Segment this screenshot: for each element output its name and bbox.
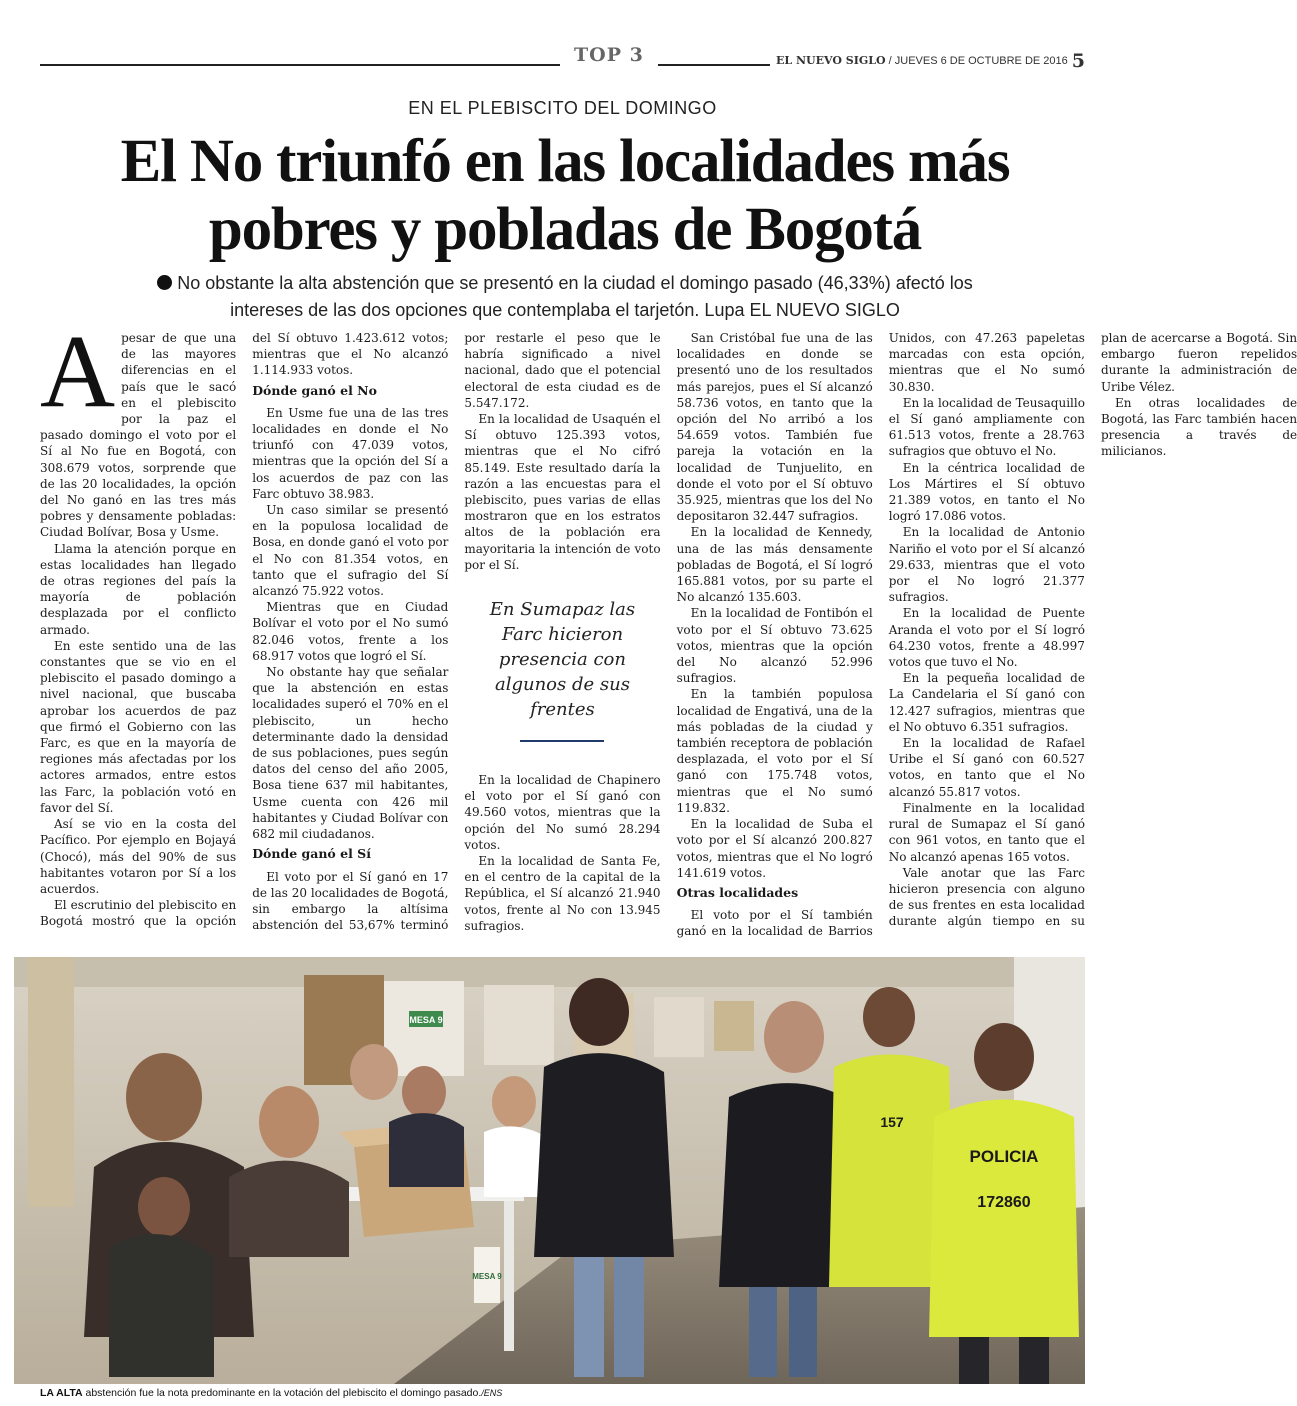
paragraph: El escrutinio del plebiscito en Bogotá mostró que la opción del Sí obtuvo 1.423.612 votos; mientras que el No alcanzó 1.114.933 votos.	[40, 331, 449, 929]
voting-booth	[714, 1001, 754, 1051]
person-head	[138, 1177, 190, 1237]
person-head	[350, 1044, 398, 1100]
paragraph: Llama la atención porque en estas localidades han llegado de otras regiones del país la mayoría de población desplazada por el conflicto armado.	[40, 541, 237, 637]
paragraph: En la localidad de Antonio Nariño el voto por el Sí alcanzó 29.633, mientras que el voto por el No logró 21.377 sufragios.	[888, 525, 1085, 605]
subhead: Dónde ganó el No	[252, 382, 377, 398]
officer-vest	[929, 1100, 1079, 1338]
photo-column	[28, 957, 74, 1207]
person-head	[126, 1053, 202, 1141]
officer-vest-number: 172860	[977, 1194, 1031, 1211]
paragraph: En la localidad de Chapinero el voto por el Sí ganó con 49.560 votos, mientras que la opción del No sumó 28.294 votos.	[464, 773, 661, 852]
caption-text: abstención fue la nota predominante en la votación del plebiscito el domingo pasado.	[85, 1387, 482, 1399]
paragraph: En la también populosa localidad de Engativá, una de la más pobladas de la ciudad y también receptora de población desplazada, el voto por el Sí ganó con 175.748 votos, mientras que el No sumó 119.832.	[676, 687, 873, 815]
person-head	[569, 978, 629, 1046]
paragraph: En la localidad de Teusaquillo el Sí ganó ampliamente con 61.513 votos, frente a 28.763 sufragios que obtuvo el No.	[888, 395, 1085, 459]
deck	[150, 270, 980, 324]
pull-quote	[464, 573, 660, 772]
officer-vest-text: POLICIA	[969, 1147, 1039, 1166]
paragraph: Así se vio en la costa del Pacífico. Por ejemplo en Bojayá (Chocó), más del 90% de sus habitantes votaron por Sí a los acuerdos.	[40, 817, 237, 896]
photo-illustration	[14, 957, 1085, 1384]
paragraph: San Cristóbal fue una de las localidades en donde se presentó uno de los resultados más parejos, pues el Sí alcanzó 58.736 votos, en tanto que la opción del No arribó a los 54.659 votos. También fue pareja la votación en la localidad de Tunjuelito, en donde el voto por el Sí obtuvo 35.925, mientras que los del No depositaron 32.447 sufragios.	[676, 331, 873, 524]
drop-cap: A	[40, 314, 116, 429]
officer-number-partial: 157	[880, 1114, 904, 1130]
voting-photo	[14, 957, 1085, 1384]
paragraph-text: pesar de que una de las mayores diferencias en el país que le sacó en el plebiscito por la paz el pasado domingo el voto por el Sí al No fue en Bogotá, con 308.679 votos, sorprende que de las 20 localidades, la opción del No ganó en las tres más pobres y densamente pobladas: Ciudad Bolívar, Bosa y Usme.	[40, 331, 237, 540]
person-head	[259, 1086, 319, 1158]
paragraph: Finalmente en la localidad rural de Sumapaz el Sí ganó con 961 votos, en tanto que el No alcanzó apenas 165 votos.	[888, 800, 1085, 864]
officer-legs	[959, 1337, 989, 1384]
paragraph: En la localidad de Puente Aranda el voto por el Sí logró 64.230 votos, frente a 48.997 votos que tuvo el No.	[888, 606, 1085, 670]
person-body	[109, 1234, 214, 1377]
person-body	[229, 1161, 349, 1257]
header-info: EL NUEVO SIGLO / JUEVES 6 DE OCTUBRE DE 2016 5	[770, 50, 1085, 72]
paragraph: En la localidad de Fontibón el voto por el Sí obtuvo 73.625 votos, mientras que la opción del No alcanzó 52.996 sufragios.	[676, 606, 873, 686]
caption-lead: LA ALTA	[40, 1387, 83, 1399]
person-head	[764, 1001, 824, 1073]
person-legs	[749, 1287, 777, 1377]
officer-head	[863, 987, 915, 1047]
paragraph: Mientras que en Ciudad Bolívar el voto por el No sumó 82.046 votos, frente a los 68.917 votos que logró el Sí.	[252, 600, 449, 663]
officer-legs	[1019, 1337, 1049, 1384]
paragraph: Un caso similar se presentó en la populosa localidad de Bosa, en donde ganó el voto por el No con 81.354 votos, en tanto que el sufragio del Sí alcanzó 75.922 votos.	[252, 503, 449, 599]
paragraph	[40, 314, 237, 541]
caption-credit: /ENS	[481, 1388, 503, 1398]
pull-quote-rule	[520, 740, 604, 742]
subhead: Otras localidades	[676, 884, 799, 900]
paragraph: En la localidad de Rafael Uribe el Sí ganó con 60.527 votos, en tanto que el No alcanzó 55.817 votos.	[888, 736, 1085, 799]
person-head	[492, 1076, 536, 1128]
deck-text: No obstante la alta abstención que se presentó en la ciudad el domingo pasado (46,33%) afectó los intereses de las dos opciones que contemplaba el tarjetón. Lupa EL NUEVO SIGLO	[177, 273, 973, 320]
subhead: Dónde ganó el Sí	[252, 846, 371, 862]
paragraph: En la localidad de Kennedy, una de las más densamente pobladas de Bogotá, el Sí logró 165.881 votos, por su parte el No alcanzó 135.603.	[676, 525, 873, 605]
mesa-sign-text: MESA 9	[409, 1015, 443, 1025]
page-number: 5	[1071, 50, 1085, 72]
paragraph: En la localidad de Santa Fe, en el centro de la capital de la República, el Sí alcanzó 21.940 votos, frente al No con 13.945 sufragios.	[464, 854, 661, 933]
person-body	[389, 1113, 464, 1187]
person-legs	[574, 1257, 604, 1377]
photo-ceiling	[14, 957, 1085, 987]
page-header	[40, 42, 1085, 72]
paragraph: En otras localidades de Bogotá, las Farc también hacen presencia a través de milicianos.	[1100, 395, 1297, 459]
photo-caption	[40, 1387, 1085, 1399]
person-body	[534, 1053, 674, 1257]
paragraph: En Usme fue una de las tres localidades en donde el No triunfó con 47.039 votos, mientras que la opción del Sí a los acuerdos de paz con las Farc obtuvo 38.983.	[252, 405, 449, 501]
paragraph: En la localidad de Suba el voto por el Sí alcanzó 200.827 votos, mientras que el No logró 141.619 votos.	[676, 817, 873, 880]
headline: El No triunfó en las localidades más pobres y pobladas de Bogotá	[120, 128, 1010, 263]
paragraph: En este sentido una de las constantes que se vio en el plebiscito el pasado domingo a nivel nacional, que buscaba aprobar los acuerdos de paz que firmó el Gobierno con las Farc, es que en la mayoría de regiones más afectadas por los actores armados, entre estos las Farc, la población votó en favor del Sí.	[40, 638, 237, 815]
paragraph: En la pequeña localidad de La Candelaria el Sí ganó con 12.427 sufragios, mientras que el No obtuvo 6.351 sufragios.	[888, 671, 1085, 734]
paper-name: EL NUEVO SIGLO	[776, 54, 886, 67]
voting-booth	[654, 997, 704, 1057]
table-leg	[504, 1201, 514, 1351]
section-label: TOP 3	[560, 44, 658, 66]
paragraph: El voto por el Sí ganó en 17 de las 20 localidades de Bogotá, sin embargo la altísima abstención del 53,67% terminó por restarle el peso que le habría significado a nivel nacional, dado que el potencial electoral de esta ciudad es de 5.547.172.	[252, 331, 661, 933]
person-legs	[614, 1257, 644, 1377]
paragraph: En la céntrica localidad de Los Mártires el Sí obtuvo 21.389 votos, en tanto el No logró 17.086 votos.	[888, 460, 1085, 524]
person-legs	[789, 1287, 817, 1377]
bullet-icon	[157, 275, 172, 290]
mesa-sign-text: MESA 9	[472, 1272, 502, 1281]
paragraph: El voto por el Sí también ganó en la localidad de Barrios Unidos, con 47.263 papeletas marcadas con esta opción, mientras que el No sumó 30.830.	[676, 331, 1085, 939]
voting-booth	[484, 985, 554, 1065]
kicker: EN EL PLEBISCITO DEL DOMINGO	[408, 98, 717, 118]
paragraph: Vale anotar que las Farc hicieron presencia con alguno de sus frentes en esta localidad durante algún tiempo en su plan de acercarse a Bogotá. Sin embargo fueron repelidos durante la administración de Uribe Vélez.	[888, 331, 1297, 929]
paragraph: En la localidad de Usaquén el Sí obtuvo 125.393 votos, mientras que el No cifró 85.149. Este resultado daría la razón a las encuestas para el plebiscito, pues varias de ellas mostraron que en los estratos altos de la población era mayoritaria la intención de voto por el Sí.	[464, 412, 661, 572]
issue-date: JUEVES 6 DE OCTUBRE DE 2016	[894, 55, 1068, 67]
officer-head	[974, 1023, 1034, 1091]
pull-quote-text: En Sumapaz las Farc hicieron presencia con algunos de sus frentes	[489, 599, 636, 721]
article-body	[40, 314, 1297, 942]
person-head	[402, 1066, 446, 1118]
paragraph: No obstante hay que señalar que la abstención en estas localidades superó el 70% en el plebiscito, un hecho determinante dado la densidad de sus poblaciones, pues según datos del censo del año 2005, Bosa tiene 637 mil habitantes, Usme cuenta con 426 mil habitantes y Ciudad Bolívar con 682 mil ciudadanos.	[252, 665, 449, 842]
